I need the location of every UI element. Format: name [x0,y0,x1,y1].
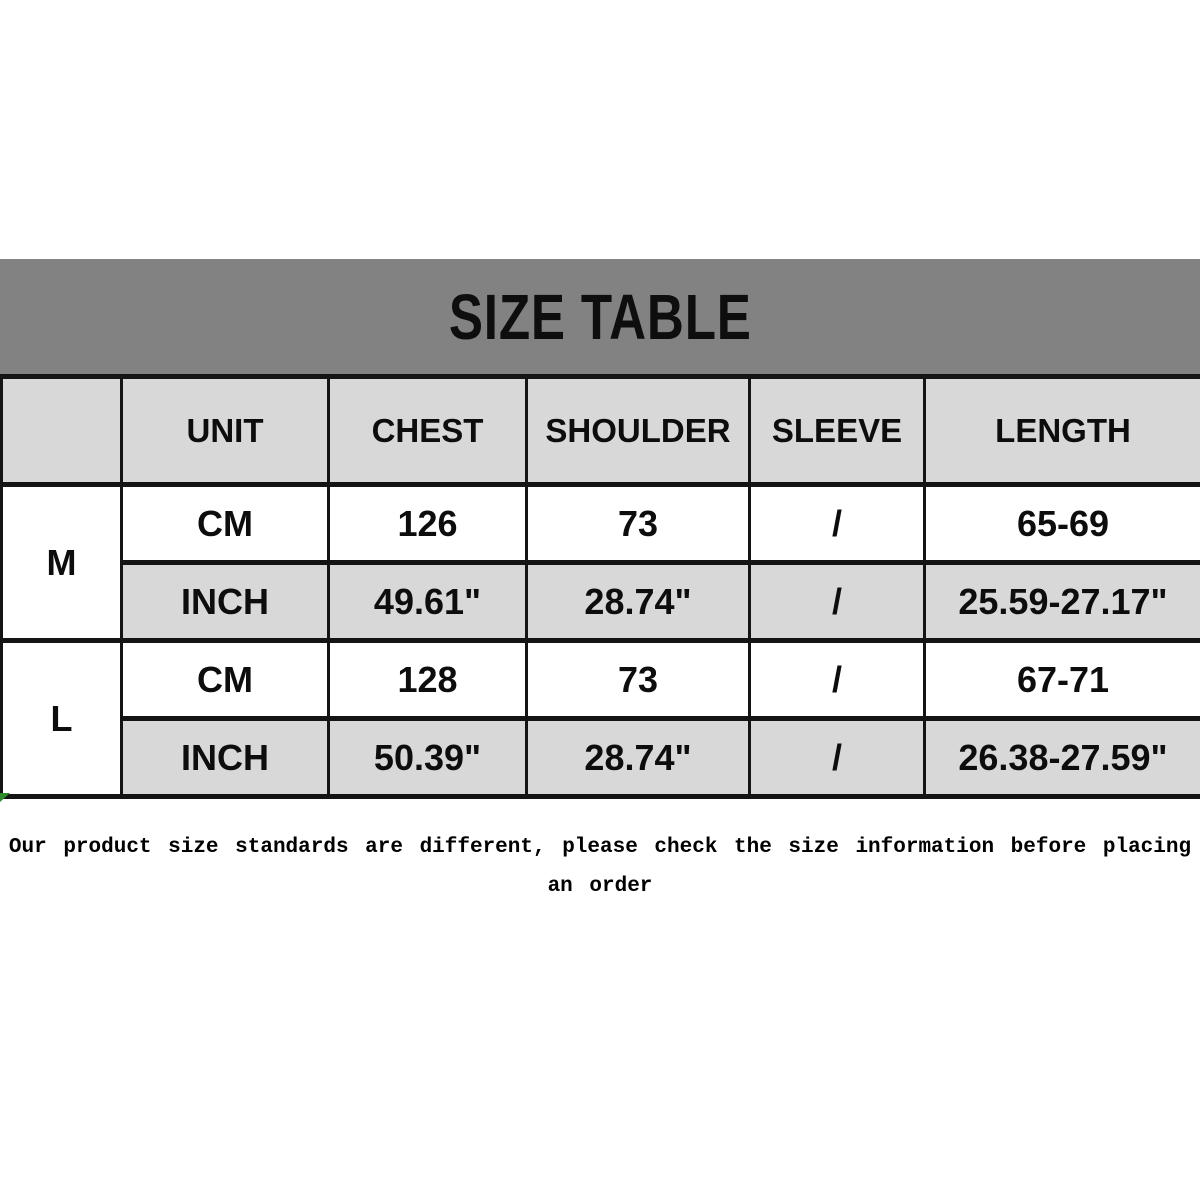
cell-m-inch-unit: INCH [122,563,329,641]
cell-m-cm-length: 65-69 [925,485,1200,563]
table-row-m-cm [2,485,1200,563]
size-note-line-2: an order [547,875,653,898]
page-title: SIZE TABLE [448,280,752,353]
cell-m-inch-chest: 49.61" [329,563,527,641]
cell-m-cm-sleeve: / [750,485,925,563]
size-label-l: L [2,641,122,797]
cell-l-cm-chest: 128 [329,641,527,719]
cell-m-cm-chest: 126 [329,485,527,563]
size-note-line-1: Our product size standards are different, please check the size information before placing [8,836,1192,859]
cell-m-cm-shoulder: 73 [527,485,750,563]
cell-l-inch-length: 26.38-27.59" [925,719,1200,797]
table-header-row [2,377,1200,485]
title-banner [0,259,1200,374]
size-note [0,828,1200,906]
cell-l-cm-unit: CM [122,641,329,719]
corner-cell-diagonal-divider [2,377,122,485]
cell-l-cm-shoulder: 73 [527,641,750,719]
table-row-l-inch [2,719,1200,797]
column-header-chest: CHEST [329,377,527,485]
size-table [0,374,1200,799]
column-header-sleeve: SLEEVE [750,377,925,485]
cell-l-cm-length: 67-71 [925,641,1200,719]
cell-l-cm-sleeve: / [750,641,925,719]
cell-l-inch-sleeve: / [750,719,925,797]
table-row-m-inch [2,563,1200,641]
cell-m-inch-sleeve: / [750,563,925,641]
cell-m-inch-length: 25.59-27.17" [925,563,1200,641]
size-label-m: M [2,485,122,641]
cell-l-inch-shoulder: 28.74" [527,719,750,797]
column-header-shoulder: SHOULDER [527,377,750,485]
cell-m-cm-unit: CM [122,485,329,563]
column-header-length: LENGTH [925,377,1200,485]
cell-m-inch-shoulder: 28.74" [527,563,750,641]
cell-l-inch-chest: 50.39" [329,719,527,797]
cell-l-inch-unit: INCH [122,719,329,797]
table-row-l-cm [2,641,1200,719]
column-header-unit: UNIT [122,377,329,485]
